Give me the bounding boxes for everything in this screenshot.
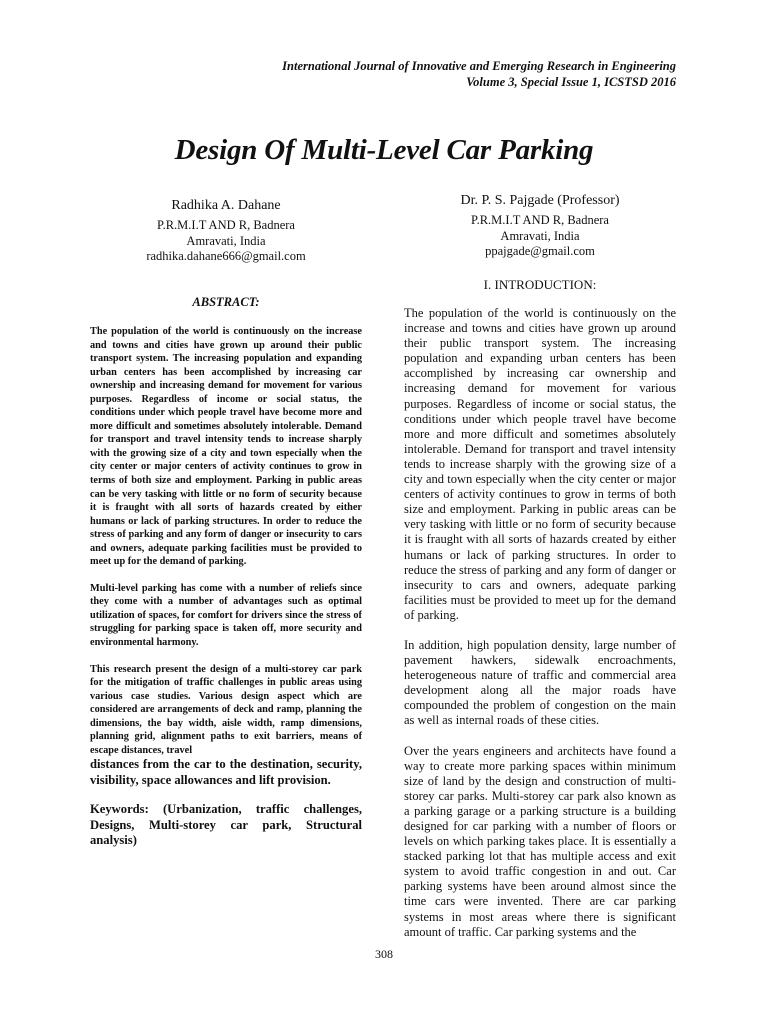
abstract-paragraph-tail: distances from the car to the destination, security, visibility, space allowances and lift provision. [90, 757, 362, 787]
author-email: ppajgade@gmail.com [485, 244, 595, 258]
author-email: radhika.dahane666@gmail.com [146, 249, 306, 263]
page-number: 308 [375, 947, 393, 961]
introduction-paragraph: The population of the world is continuously on the increase and towns and cities have grown up around their public transport system. The increasing population and expanding urban centers has been accomplished by increasing car ownership and increasing demand for movement for various purposes. Regardless of income or social status, the conditions under which people travel have become more and more difficult and sometimes absolutely intolerable. Demand for transport and travel intensity tends to increase sharply with the growing size of a city and town especially when the city center or major centers of activity continues to grow in terms of both size and employment. Parking in public areas can be very tasking with little or no form of security because it is fraught with all sorts of hazards created by either humans or lack of parking structures. In order to reduce the stress of parking and any form of danger or insecurity to cars and owners, adequate parking facilities must be provided to meet up for the demand of parking. [404, 306, 676, 622]
journal-name: International Journal of Innovative and Emerging Research in Engineering [282, 59, 676, 73]
author-affiliation: P.R.M.I.T AND R, Badnera [157, 218, 295, 232]
journal-volume: Volume 3, Special Issue 1, ICSTSD 2016 [466, 75, 676, 89]
abstract-column [90, 325, 362, 849]
introduction-column [404, 306, 676, 940]
abstract-paragraph: This research present the design of a multi-storey car park for the mitigation of traffic challenges in public areas using various case studies. Various design aspect which are considered are arrangements of deck and ramp, planning the dimensions, the bay width, aisle width, ramp dimensions, planning grid, alignment paths to exit barriers, means of escape distances, travel [90, 663, 362, 756]
keywords: Keywords: (Urbanization, traffic challenges, Designs, Multi-storey car park, Structural analysis) [90, 802, 362, 848]
author-location: Amravati, India [500, 228, 580, 243]
introduction-paragraph: In addition, high population density, large number of pavement hawkers, sidewalk encroachments, heterogeneous nature of traffic and commercial area development along all the major roads have compounded the problem of congestion on the main as well as internal roads of these cities. [404, 637, 676, 728]
abstract-paragraph: The population of the world is continuously on the increase and towns and cities have grown up around their public transport system. The increasing population and expanding urban centers has been accomplished by increasing car ownership and increasing demand for movement for various purposes. Regardless of income or social status, the conditions under which people travel have become more and more difficult and sometimes absolutely intolerable. Demand for transport and travel intensity tends to increase sharply with the growing size of a city and town especially when the city center or major centers of activity continues to grow in terms of both size and employment. Parking in public areas can be very tasking with little or no form of security because it is fraught with all sorts of hazards created by either humans or lack of parking structures. In order to reduce the stress of parking and any form of danger or insecurity to cars and owners, adequate parking facilities must be provided to meet up for the demand of parking. [90, 326, 362, 568]
author-name: Radhika A. Dahane [171, 198, 281, 213]
abstract-heading: ABSTRACT: [192, 295, 260, 309]
author-block-2 [404, 192, 676, 260]
introduction-heading: I. INTRODUCTION: [483, 277, 597, 292]
introduction-paragraph: Over the years engineers and architects have found a way to create more parking spaces within minimum size of land by the design and construction of multi-storey car parks. Multi-storey car park also known as a parking garage or a parking structure is a building designed for car parking with a number of floors or levels on which parking takes place. It is essentially a stacked parking lot that has multiple access and exit system to avoid traffic congestion in and out. Car parking systems have been around almost since the time cars were invented. There are car parking systems in most areas where there is significant amount of traffic. Car parking systems and the [404, 743, 676, 939]
author-affiliation: P.R.M.I.T AND R, Badnera [471, 213, 609, 227]
paper-title: Design Of Multi-Level Car Parking [174, 134, 594, 166]
abstract-paragraph: Multi-level parking has come with a number of reliefs since they come with a number of advantages such as optimal utilization of spaces, for comfort for drivers since the stress of struggling for parking space is taken off, more security and environmental harmony. [90, 582, 362, 649]
author-name: Dr. P. S. Pajgade (Professor) [460, 193, 620, 208]
author-location: Amravati, India [186, 233, 266, 248]
author-block-1 [90, 197, 362, 265]
